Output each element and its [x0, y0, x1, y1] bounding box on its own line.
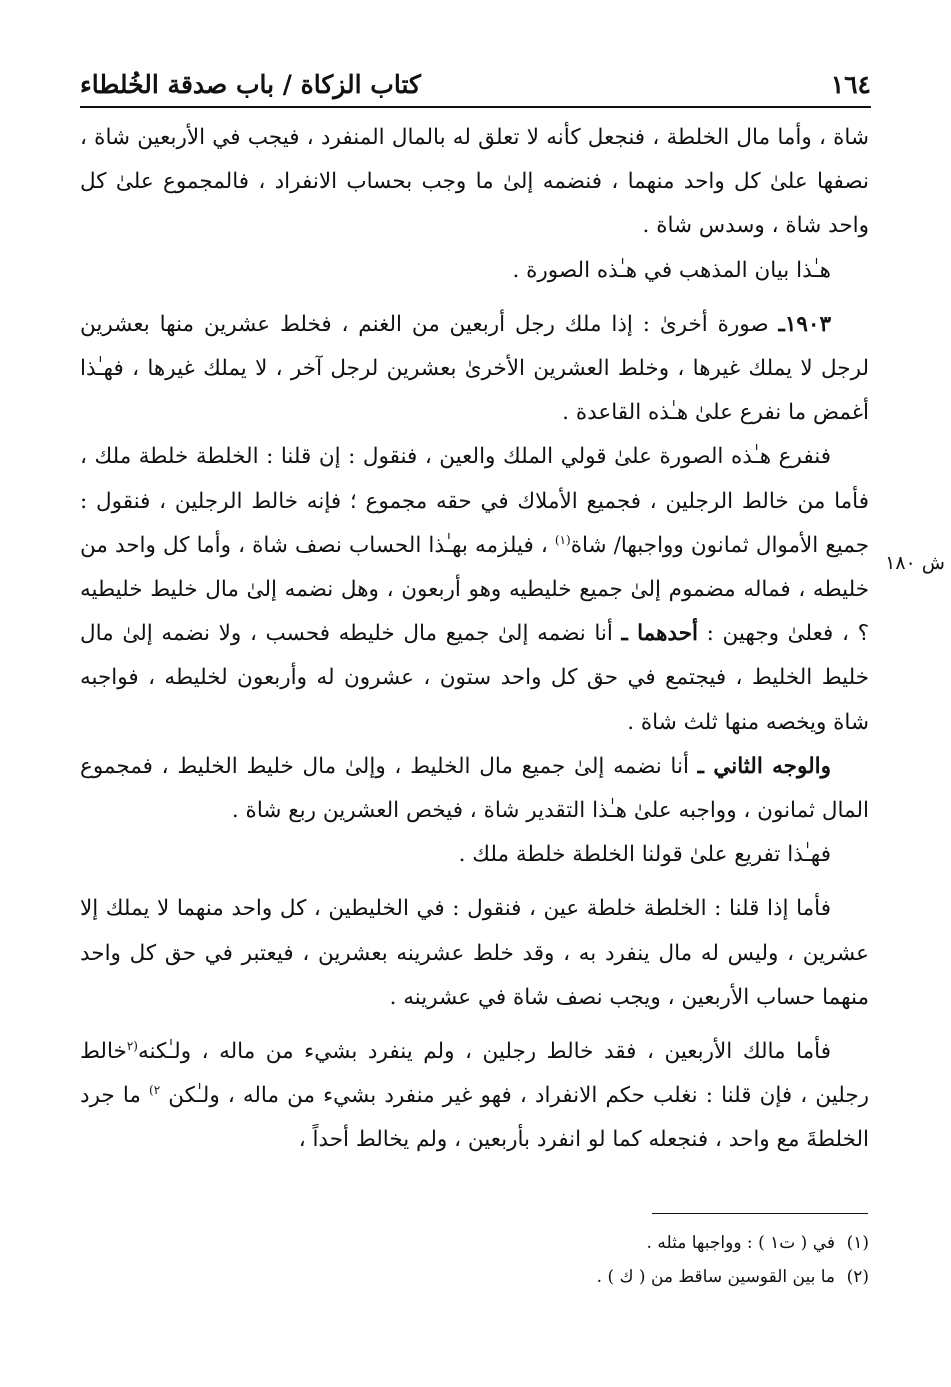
- paragraph: [80, 745, 869, 833]
- footnote: [80, 1226, 869, 1260]
- paragraph-text: أنا نضمه إلىٰ جميع مال خليطه فحسب ، ولا نضمه إلىٰ مال خليط الخليط ، فيجتمع في حق كل واحد ستون ، عشرون له وأربعون لخليطه ، فواجبه شاة ويخصه منها ثلث شاة .: [80, 621, 869, 735]
- footnote-marker: (١): [554, 532, 571, 547]
- footnote: [80, 1260, 869, 1294]
- footnote-text: ما بين القوسين ساقط من ( ك ) .: [596, 1267, 835, 1287]
- paragraph: فهـٰذا تفريع علىٰ قولنا الخلطة خلطة ملك .: [458, 842, 831, 868]
- main-text: [80, 116, 869, 1163]
- paragraph: شاة ، وأما مال الخلطة ، فنجعل كأنه لا تعلق له بالمال المنفرد ، فيجب في الأربعين شاة ، نصفها علىٰ كل واحد منهما ، فنضمه إلىٰ ما وجب بحساب الانفراد ، فالمجموع علىٰ كل واحد شاة ، وسدس شاة .: [80, 125, 869, 239]
- page-header: [80, 66, 871, 108]
- manuscript-page-marker: ش ١٨٠: [885, 552, 945, 574]
- aspect-label: والوجه الثاني ـ: [697, 753, 831, 779]
- issue-number: ١٩٠٣ـ: [778, 311, 832, 337]
- paragraph-text: أنا نضمه إلىٰ جميع مال الخليط ، وإلىٰ مال خليط الخليط ، فمجموع المال ثمانون ، وواجبه علىٰ هـٰذا التقدير شاة ، فيخص العشرين ربع شاة .: [80, 753, 869, 824]
- paragraph: هـٰذا بيان المذهب في هـٰذه الصورة .: [512, 257, 831, 283]
- paragraph-text: ما جرد الخلطةَ مع واحد ، فنجعله كما لو انفرد بأربعين ، ولم يخالط أحداً ،: [80, 1083, 869, 1153]
- footnote-marker: ٢): [149, 1083, 161, 1098]
- paragraph-text: ، فيلزمه بهـٰذا الحساب نصف شاة ، وأما كل واحد من خليطه ، فماله مضموم إلىٰ جميع خليطيه وهو أربعون ، وهل نضمه إلىٰ مال خليط خليطيه ؟ ، فعلىٰ وجهين :: [80, 532, 869, 647]
- paragraph-text: فأما مالك الأربعين ، فقد خالط رجلين ، ولم ينفرد بشيء من ماله ، ولـٰكنه: [137, 1039, 831, 1065]
- footnote-text: في ( ت١ ) : وواجبها مثله .: [646, 1233, 835, 1253]
- paragraph: [80, 1030, 869, 1163]
- page-number: ١٦٤: [830, 70, 871, 99]
- footnote-number: (٢): [846, 1267, 869, 1287]
- footnote-separator: [652, 1213, 868, 1214]
- paragraph-text: صورة أخرىٰ : إذا ملك رجل أربعين من الغنم ، فخلط عشرين منها بعشرين لرجل لا يملك غيرها ، وخلط العشرين الأخرىٰ بعشرين لرجل آخر ، لا يملك غيرها ، فهـٰذا أغمض ما نفرع علىٰ هـٰذه القاعدة .: [80, 311, 869, 426]
- paragraph-text: خالط رجلين ، فإن قلنا : نغلب حكم الانفراد ، فهو غير منفرد بشيء من ماله ، ولـٰكن: [80, 1039, 869, 1109]
- footnotes: [80, 1226, 869, 1294]
- paragraph: [80, 303, 869, 436]
- footnote-number: (١): [846, 1233, 869, 1253]
- paragraph-text: فنفرع هـٰذه الصورة علىٰ قولي الملك والعين ، فنقول : إن قلنا : الخلطة خلطة ملك ، فأما من خالط الرجلين ، فجميع الأملاك في حقه مجموع ؛ فإنه خالط الرجلين ، فنقول : جميع الأموال ثمانون وواجبها/ شاة: [80, 444, 870, 558]
- running-title: كتاب الزكاة / باب صدقة الخُلطاء: [80, 70, 421, 99]
- footnote-marker: (٢: [126, 1038, 138, 1053]
- aspect-label: أحدهما ـ: [621, 621, 698, 647]
- paragraph: فأما إذا قلنا : الخلطة خلطة عين ، فنقول : في الخليطين ، كل واحد منهما لا يملك إلا عشرين ، وليس له مال ينفرد به ، وقد خلط عشرينه بعشرين ، فيعتبر في حق كل واحد منهما حساب الأربعين ، ويجب نصف شاة في عشرينه .: [80, 896, 869, 1010]
- paragraph: [80, 435, 869, 744]
